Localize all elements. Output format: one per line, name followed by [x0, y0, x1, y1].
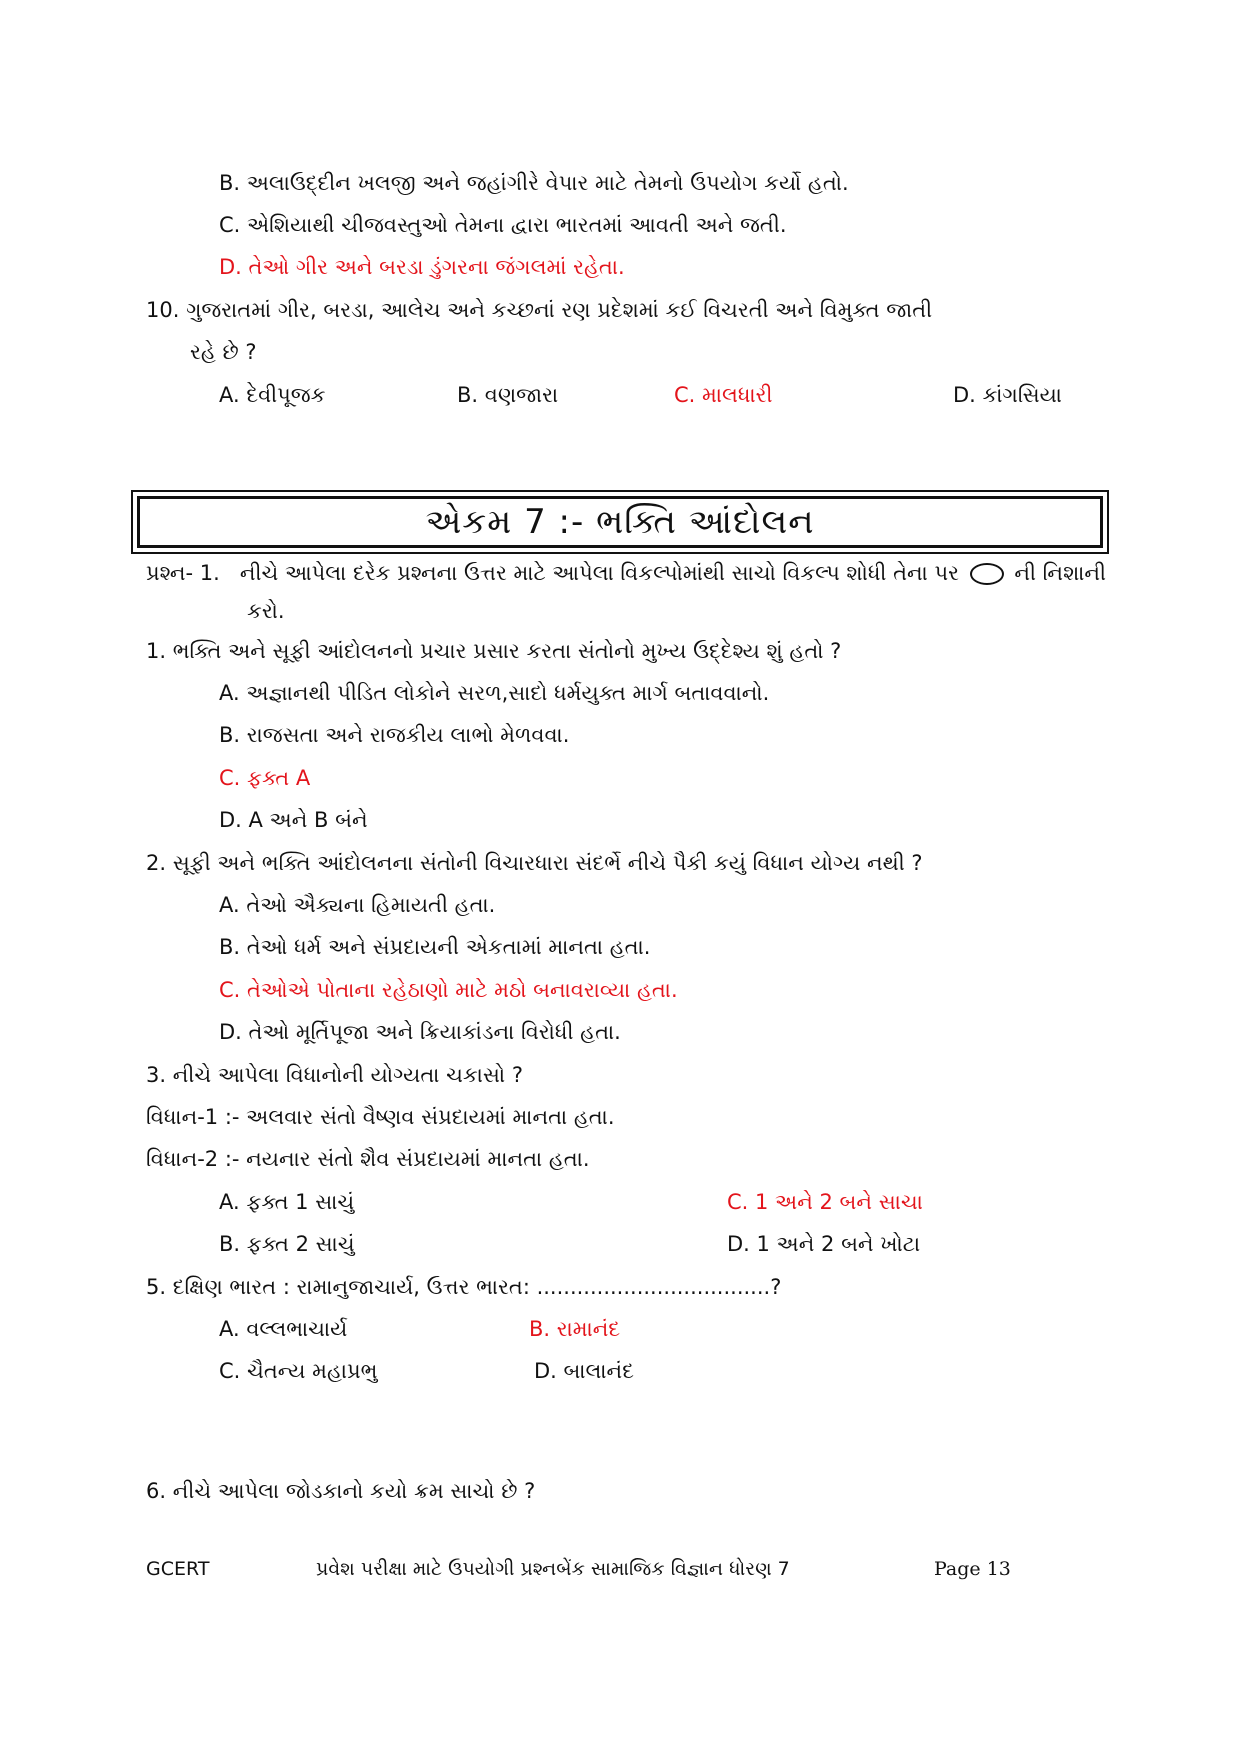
- instruction-text-after: ની નિશાની: [1014, 561, 1107, 585]
- footer-left: GCERT: [146, 1558, 210, 1580]
- q5-option-c: C. ચૈતન્ય મહાપ્રભુ: [219, 1359, 378, 1383]
- instruction-text-before: નીચે આપેલા દરેક પ્રશ્નના ઉત્તર માટે આપેલા વિકલ્પોમાંથી સાચો વિકલ્પ શોધી તેના પર: [239, 561, 959, 585]
- q3-question: 3. નીચે આપેલા વિધાનોની યોગ્યતા ચકાસો ?: [146, 1063, 523, 1087]
- q9-option-c: C. એશિયાથી ચીજવસ્તુઓ તેમના દ્વારા ભારતમાં આવતી અને જતી.: [219, 213, 787, 237]
- q3-option-d: D. 1 અને 2 બને ખોટા: [727, 1232, 921, 1256]
- circle-mark-icon: [970, 563, 1004, 585]
- q2-option-a: A. તેઓ ઐક્યના હિમાયતી હતા.: [219, 893, 496, 917]
- q9-option-b: B. અલાઉદ્દીન ખલજી અને જહાંગીરે વેપાર માટે તેમનો ઉપયોગ કર્યો હતો.: [219, 171, 849, 195]
- q9-option-d-answer: D. તેઓ ગીર અને બરડા ડુંગરના જંગલમાં રહેતા.: [219, 255, 625, 279]
- q3-statement-1: વિધાન-1 :- અલવાર સંતો વૈષ્ણવ સંપ્રદાયમાં માનતા હતા.: [146, 1105, 615, 1129]
- q6-question: 6. નીચે આપેલા જોડકાનો કયો ક્રમ સાચો છે ?: [146, 1479, 536, 1503]
- q1-option-b: B. રાજસતા અને રાજકીય લાભો મેળવવા.: [219, 723, 570, 747]
- q2-option-b: B. તેઓ ધર્મ અને સંપ્રદાયની એકતામાં માનતા હતા.: [219, 935, 651, 959]
- q5-question: 5. દક્ષિણ ભારત : રામાનુજાચાર્ય, ઉત્તર ભારત: ...................................?: [146, 1275, 782, 1299]
- q1-question: 1. ભક્તિ અને સૂફી આંદોલનનો પ્રચાર પ્રસાર કરતા સંતોનો મુખ્ય ઉદ્દેશ્ય શું હતો ?: [146, 639, 842, 663]
- q1-option-c-answer: C. ફક્ત A: [219, 766, 311, 790]
- q10-option-d: D. કાંગસિયા: [953, 383, 1062, 407]
- q1-option-d: D. A અને B બંને: [219, 808, 368, 832]
- q2-question: 2. સૂફી અને ભક્તિ આંદોલનના સંતોની વિચારધારા સંદર્ભે નીચે પૈકી કયું વિધાન યોગ્ય નથી ?: [146, 851, 923, 875]
- q10-option-a: A. દેવીપૂજક: [219, 383, 326, 407]
- q5-option-a: A. વલ્લભાચાર્ય: [219, 1317, 348, 1341]
- q5-option-d: D. બાલાનંદ: [534, 1359, 634, 1383]
- q3-option-c-answer: C. 1 અને 2 બને સાચા: [727, 1190, 923, 1214]
- unit-title-box: [131, 490, 1109, 554]
- q3-option-b: B. ફક્ત 2 સાચું: [219, 1232, 355, 1256]
- footer-page-number: Page 13: [934, 1558, 1011, 1580]
- footer-center: પ્રવેશ પરીક્ષા માટે ઉપયોગી પ્રશ્નબેંક સામાજિક વિજ્ઞાન ધોરણ 7: [316, 1558, 790, 1580]
- instruction-line1: [146, 558, 1106, 588]
- instruction-label: પ્રશ્ન- 1.: [146, 561, 220, 585]
- q10-question-line2: રહે છે ?: [190, 340, 257, 364]
- q2-option-d: D. તેઓ મૂર્તિપૂજા અને ક્રિયાકાંડના વિરોધી હતા.: [219, 1020, 621, 1044]
- q5-option-b-answer: B. રામાનંદ: [529, 1317, 621, 1341]
- q3-option-a: A. ફક્ત 1 સાચું: [219, 1190, 355, 1214]
- instruction-line2: કરો.: [247, 599, 285, 623]
- q10-question-line1: 10. ગુજરાતમાં ગીર, બરડા, આલેચ અને કચ્છનાં રણ પ્રદેશમાં કઈ વિચરતી અને વિમુક્ત જાતી: [146, 298, 933, 322]
- unit-title-inner-border: [137, 496, 1103, 548]
- q10-option-b: B. વણજારા: [457, 383, 559, 407]
- q2-option-c-answer: C. તેઓએ પોતાના રહેઠાણો માટે મઠો બનાવરાવ્યા હતા.: [219, 978, 678, 1002]
- unit-title: એકમ 7 :- ભક્તિ આંદોલન: [425, 502, 815, 542]
- q3-statement-2: વિધાન-2 :- નયનાર સંતો શૈવ સંપ્રદાયમાં માનતા હતા.: [146, 1147, 590, 1171]
- q10-option-c-answer: C. માલધારી: [674, 383, 773, 407]
- q1-option-a: A. અજ્ઞાનથી પીડિત લોકોને સરળ,સાદો ધર્મયુક્ત માર્ગ બતાવવાનો.: [219, 681, 770, 705]
